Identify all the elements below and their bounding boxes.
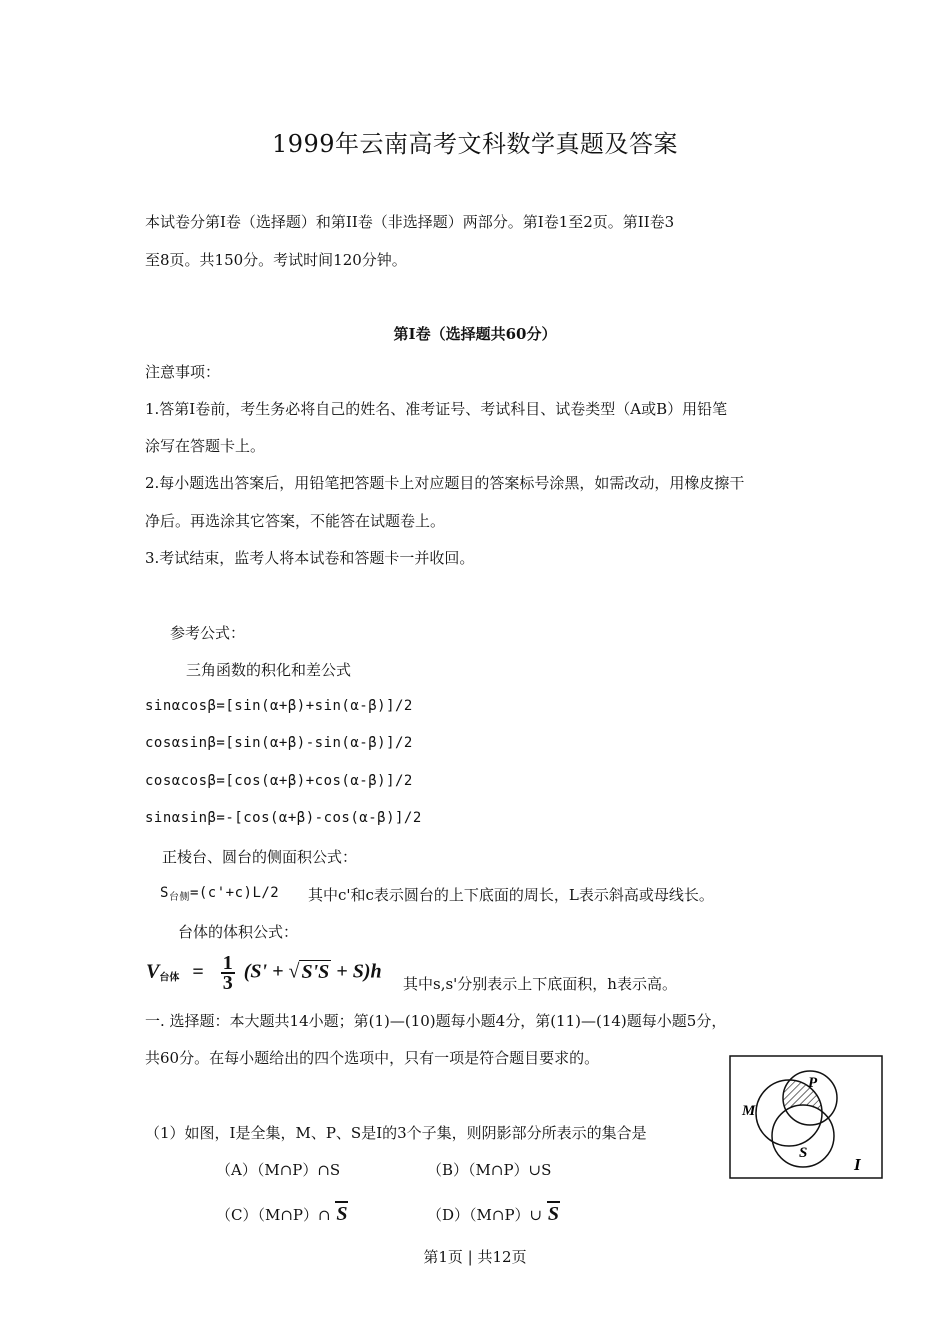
trig-formula-4: sinαsinβ=-[cos(α+β)-cos(α-β)]/2 [145,810,422,826]
notice-item-2-line-1: 2.每小题选出答案后，用铅笔把答题卡上对应题目的答案标号涂黑，如需改动，用橡皮擦干 [145,474,745,492]
notice-heading: 注意事项： [145,363,221,381]
intro-line-2: 至8页。共150分。考试时间120分钟。 [145,251,407,269]
trig-formula-1: sinαcosβ=[sin(α+β)+sin(α-β)]/2 [145,698,413,714]
question-1-option-b: （B）（M∩P）∪S [427,1161,552,1179]
venn-label-s: S [799,1145,808,1161]
notice-item-1-line-1: 1.答第Ⅰ卷前，考生务必将自己的姓名、准考证号、考试科目、试卷类型（A或B）用铅笔 [145,400,728,418]
option-c-prefix: （C）（M∩P）∩ [216,1206,331,1224]
lateral-area-heading: 正棱台、圆台的侧面积公式： [162,848,358,866]
page-title: 1999年云南高考文科数学真题及答案 [271,130,679,158]
notice-item-2-line-2: 净后。再选涂其它答案，不能答在试题卷上。 [145,512,446,530]
formulas-heading: 参考公式： [170,624,246,642]
option-d-prefix: （D）（M∩P）∪ [427,1206,543,1224]
option-c-complement-set: S [336,1203,348,1225]
volume-formula [146,954,382,992]
trig-formula-2: cosαsinβ=[sin(α+β)-sin(α-β)]/2 [145,735,413,751]
venn-label-i: I [854,1155,861,1174]
fraction-numerator: 1 [222,952,233,974]
lateral-subscript: 台侧 [168,892,190,903]
option-d-complement-set: S [547,1203,560,1225]
lateral-s: S [160,885,169,901]
section-title: 第Ⅰ卷（选择题共60分） [393,325,557,343]
volume-heading: 台体的体积公式： [178,923,299,941]
venn-diagram [729,1055,883,1179]
lateral-area-note: 其中c'和c表示圆台的上下底面的周长，L表示斜高或母线长。 [308,886,714,904]
volume-subscript: 台体 [159,972,180,984]
notice-item-1-line-2: 涂写在答题卡上。 [145,437,266,455]
volume-v: V [146,960,160,983]
one-third-fraction [221,954,235,992]
part-1-line-1: 一. 选择题：本大题共14小题；第(1)—(10)题每小题4分，第(11)—(14)题每小题5分， [145,1012,727,1030]
lateral-area-formula [160,885,279,903]
volume-note: 其中s,s'分别表示上下底面积，h表示高。 [403,975,677,993]
volume-sqrt-content: S'S [301,960,330,983]
venn-label-p: P [808,1075,818,1091]
lateral-rest: =(c'+c)L/2 [189,885,280,901]
page-footer: 第1页 | 共12页 [423,1248,527,1266]
volume-open: (S' + [243,960,284,983]
fraction-denominator: 3 [222,972,233,994]
notice-item-3: 3.考试结束，监考人将本试卷和答题卡一并收回。 [145,549,475,567]
intro-line-1: 本试卷分第Ⅰ卷（选择题）和第II卷（非选择题）两部分。第Ⅰ卷1至2页。第II卷3 [145,213,675,231]
question-1-stem: （1）如图，I是全集，M、P、S是I的3个子集，则阴影部分所表示的集合是 [145,1124,647,1142]
volume-close: + S)h [336,960,382,983]
venn-label-m: M [742,1103,756,1119]
question-1-option-c [216,1204,348,1225]
question-1-option-a: （A）（M∩P）∩S [216,1161,341,1179]
trig-heading: 三角函数的积化和差公式 [186,661,352,679]
sqrt-icon: √ [288,960,300,983]
question-1-option-d [427,1204,560,1225]
part-1-line-2: 共60分。在每小题给出的四个选项中，只有一项是符合题目要求的。 [145,1049,600,1067]
trig-formula-3: cosαcosβ=[cos(α+β)+cos(α-β)]/2 [145,773,413,789]
volume-equals: = [192,960,204,983]
